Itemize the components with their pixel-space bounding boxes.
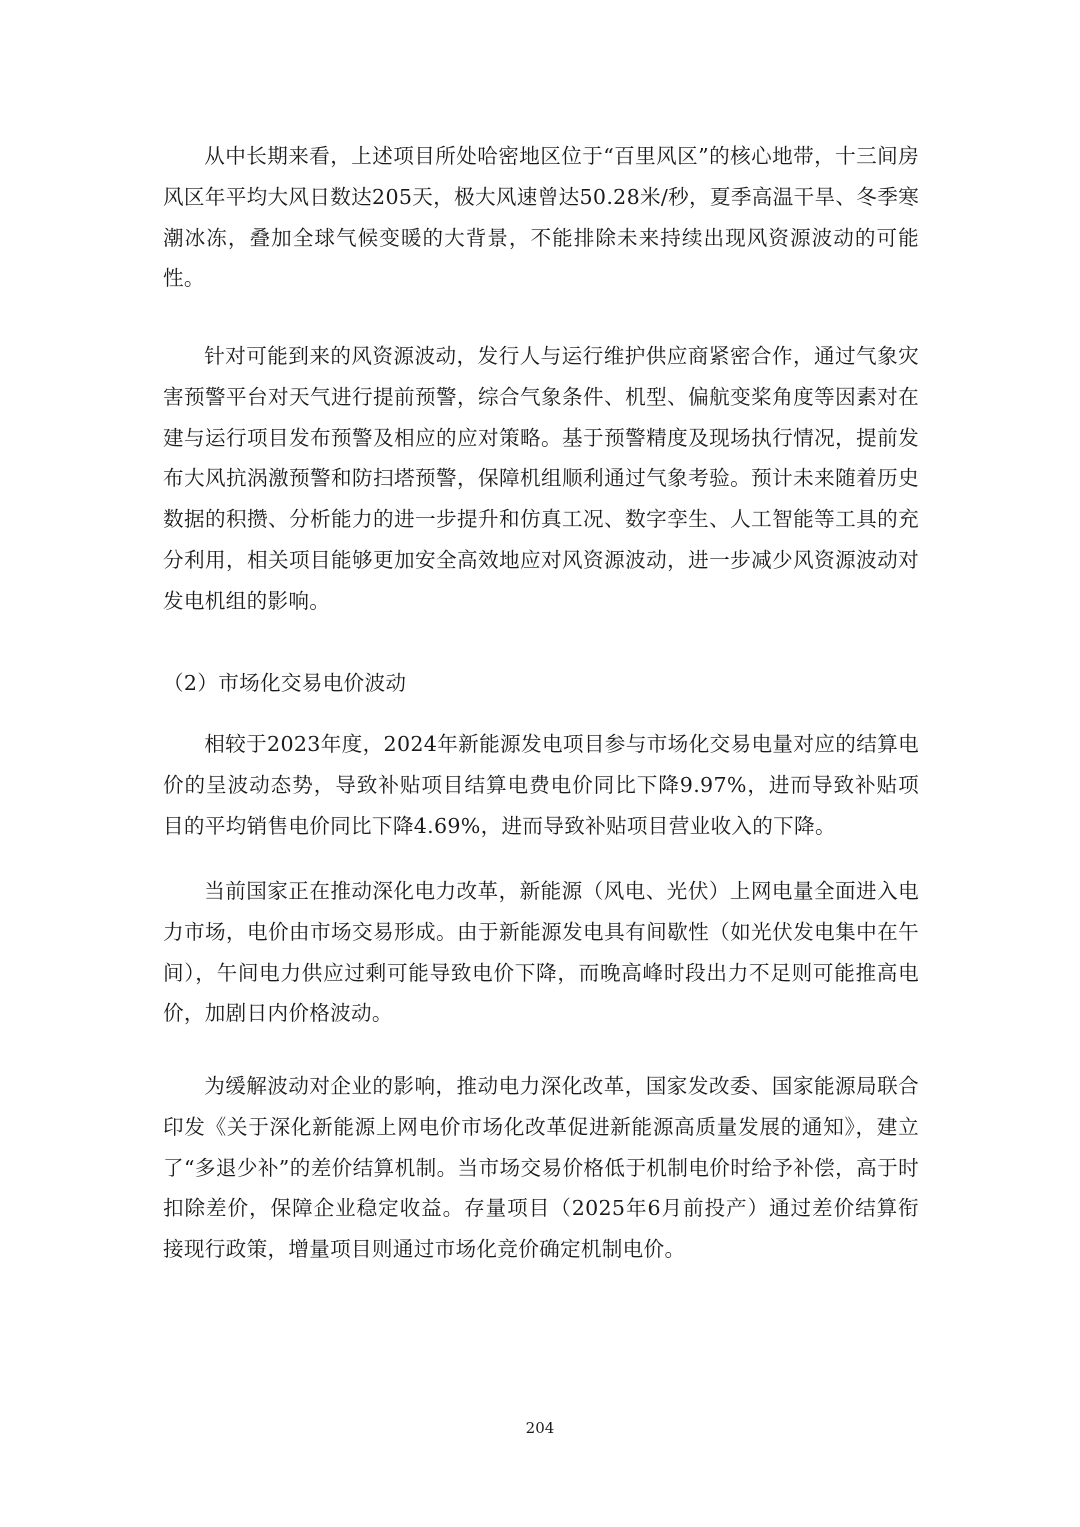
body-paragraph: 从中长期来看，上述项目所处哈密地区位于“百里风区”的核心地带，十三间房风区年平均大风日数达205天，极大风速曾达50.28米/秒，夏季高温干旱、冬季寒潮冰冻，叠加全球气候变暖的大背景，不能排除未来持续出现风资源波动的可能性。 bbox=[163, 144, 919, 291]
body-paragraph: 为缓解波动对企业的影响，推动电力深化改革，国家发改委、国家能源局联合印发《关于深化新能源上网电价市场化改革促进新能源高质量发展的通知》，建立了“多退少补”的差价结算机制。当市场交易价格低于机制电价时给予补偿，高于时扣除差价，保障企业稳定收益。存量项目（2025年6月前投产）通过差价结算衔接现行政策，增量项目则通过市场化竞价确定机制电价。 bbox=[163, 1074, 919, 1262]
body-paragraph: 针对可能到来的风资源波动，发行人与运行维护供应商紧密合作，通过气象灾害预警平台对天气进行提前预警，综合气象条件、机型、偏航变桨角度等因素对在建与运行项目发布预警及相应的应对策略。基于预警精度及现场执行情况，提前发布大风抗涡激预警和防扫塔预警，保障机组顺利通过气象考验。预计未来随着历史数据的积攒、分析能力的进一步提升和仿真工况、数字孪生、人工智能等工具的充分利用，相关项目能够更加安全高效地应对风资源波动，进一步减少风资源波动对发电机组的影响。 bbox=[163, 344, 919, 613]
body-paragraph: 相较于2023年度，2024年新能源发电项目参与市场化交易电量对应的结算电价的呈波动态势，导致补贴项目结算电费电价同比下降9.97%，进而导致补贴项目的平均销售电价同比下降4.69%，进而导致补贴项目营业收入的下降。 bbox=[163, 732, 919, 838]
page-number: 204 bbox=[525, 1419, 555, 1437]
section-heading: （2）市场化交易电价波动 bbox=[163, 671, 407, 695]
body-paragraph: 当前国家正在推动深化电力改革，新能源（风电、光伏）上网电量全面进入电力市场，电价由市场交易形成。由于新能源发电具有间歇性（如光伏发电集中在午间），午间电力供应过剩可能导致电价下降，而晚高峰时段出力不足则可能推高电价，加剧日内价格波动。 bbox=[163, 879, 919, 1026]
